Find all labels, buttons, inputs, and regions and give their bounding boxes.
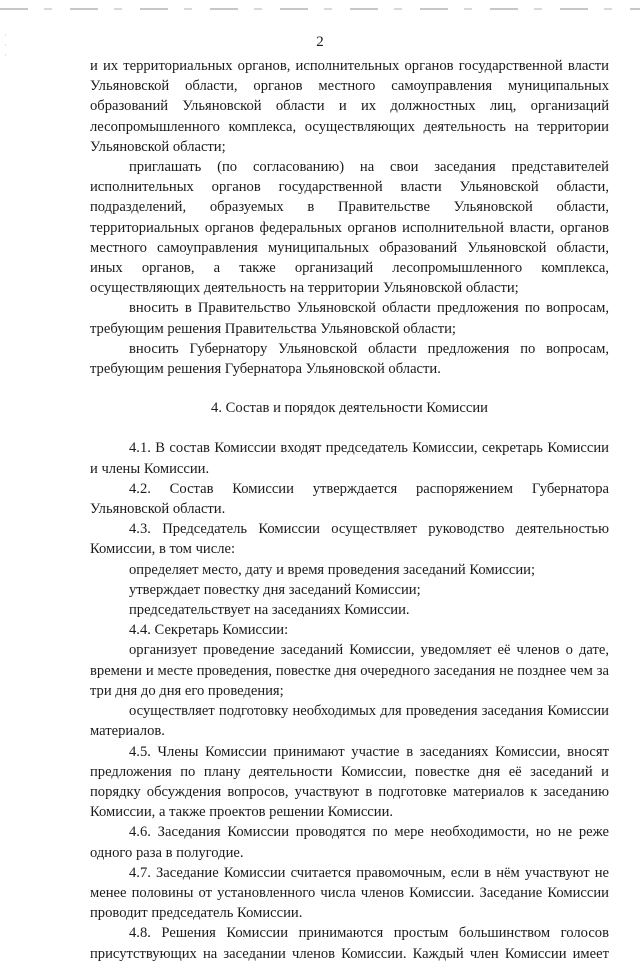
paragraph: 4.5. Члены Комиссии принимают участие в заседаниях Комиссии, вносят предложения по плану деятельности Комиссии, повестке дня её заседаний и порядку обсуждения вопросов, участвуют в подготовке материалов к заседанию Комиссии, а также проектов решении Комиссии. — [90, 743, 609, 821]
paragraph: 4.1. В состав Комиссии входят председатель Комиссии, секретарь Комиссии и члены Комиссии. — [90, 440, 609, 477]
scan-edge-left: · · · — [4, 30, 7, 60]
section-heading: 4. Состав и порядок деятельности Комиссии — [211, 400, 488, 417]
paragraph: утверждает повестку дня заседаний Комиссии; — [129, 581, 421, 598]
paragraph: 4.7. Заседание Комиссии считается правомочным, если в нём участвуют не менее половины от установленного числа членов Комиссии. Заседание Комиссии проводит председатель Комиссии. — [90, 864, 609, 922]
paragraph: 4.6. Заседания Комиссии проводятся по мере необходимости, но не реже одного раза в полугодие. — [90, 824, 609, 861]
paragraph: организует проведение заседаний Комиссии, уведомляет её членов о дате, времени и месте проведения, повестке дня очередного заседания не позднее чем за три дня до дня его проведения; — [90, 642, 609, 699]
paragraph: вносить Губернатору Ульяновской области предложения по вопросам, требующим решения Губернатора Ульяновской области. — [90, 340, 609, 378]
paragraph: вносить в Правительство Ульяновской области предложения по вопросам, требующим решения Правительства Ульяновской области; — [90, 300, 609, 337]
paragraph: осуществляет подготовку необходимых для проведения заседания Комиссии материалов. — [90, 703, 609, 740]
paragraph: 4.2. Состав Комиссии утверждается распоряжением Губернатора Ульяновской области. — [90, 480, 609, 518]
document-body — [90, 56, 609, 964]
scan-edge-top — [0, 8, 640, 10]
paragraphs-before — [90, 56, 609, 379]
paragraph: и их территориальных органов, исполнительных органов государственной власти Ульяновской области, органов местного самоуправления муниципальных образований Ульяновской области и их должностных лиц, организаций лесопромышленного комплекса, осуществляющих деятельность на территории Ульяновской области; — [90, 58, 609, 155]
paragraph: 4.8. Решения Комиссии принимаются простым большинством голосов присутствующих на заседании членов Комиссии. Каждый член Комиссии имеет — [90, 925, 609, 962]
paragraph: 4.3. Председатель Комиссии осуществляет руководство деятельностью Комиссии, в том числе: — [90, 521, 609, 558]
paragraph: определяет место, дату и время проведения заседаний Комиссии; — [129, 561, 536, 578]
paragraph: председательствует на заседаниях Комиссии. — [129, 602, 410, 619]
paragraph: приглашать (по согласованию) на свои заседания представителей исполнительных органов государственной власти Ульяновской области, подразделений, образуемых в Правительстве Ульяновской области, территориальных органов федеральных органов исполнительной власти, органов местного самоуправления муниципальных образований Ульяновской области, иных органов, а также организаций лесопромышленного комплекса, осуществляющих деятельность на территории Ульяновской области; — [90, 159, 609, 297]
page-number: 2 — [316, 34, 324, 50]
paragraph: 4.4. Секретарь Комиссии: — [129, 622, 289, 639]
paragraphs-after — [90, 438, 609, 963]
